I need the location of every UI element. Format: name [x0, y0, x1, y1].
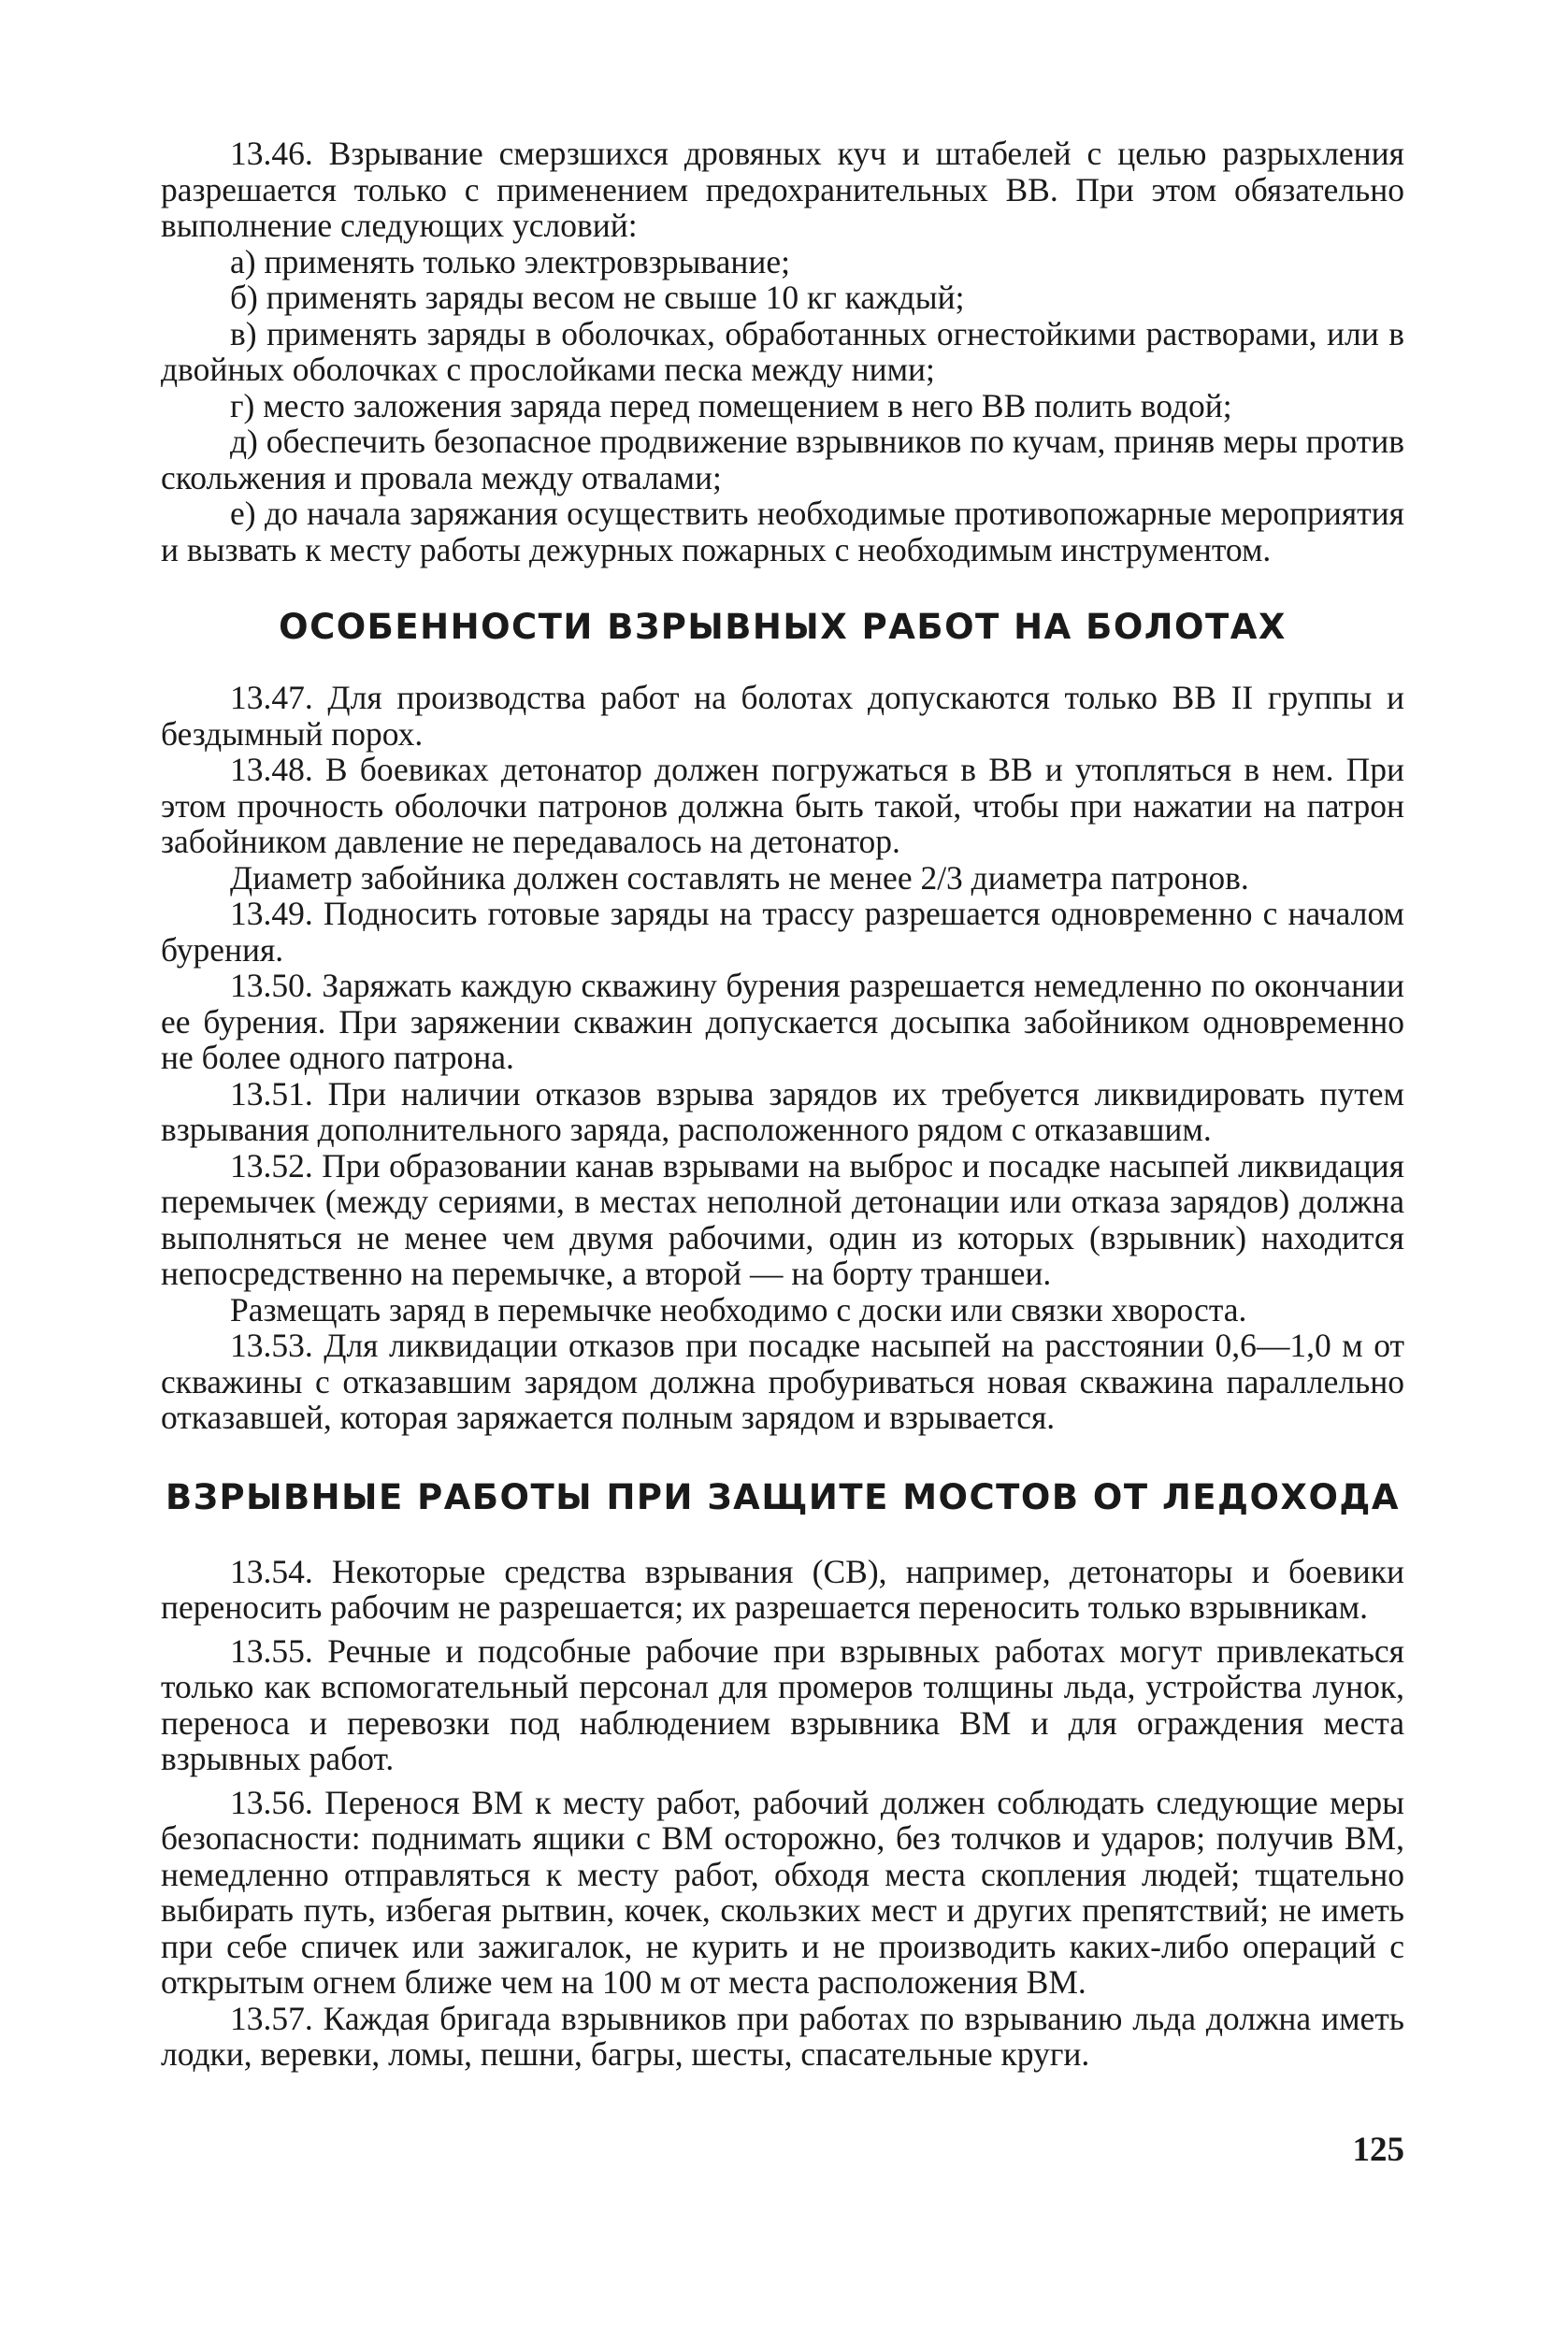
- paragraph-13-52: 13.52. При образовании канав взрывами на выброс и посадке насыпей ликвидация перемычек (между сериями, в местах неполной детонации или отказа зарядов) должна выполняться не менее чем двумя рабочими, один из которых (взрывник) находится непосредственно на перемычке, а второй — на борту траншеи.: [161, 1146, 1404, 1292]
- paragraph-13-55: 13.55. Речные и подсобные рабочие при взрывных работах могут привлекаться только как вспомогательный персонал для промеров толщины льда, устройства лунок, переноса и перевозки под наблюдением взрывника ВМ и для ограждения места взрывных работ.: [161, 1631, 1404, 1777]
- paragraph-13-56: 13.56. Перенося ВМ к месту работ, рабочий должен соблюдать следующие меры безопасности: поднимать ящики с ВМ осторожно, без толчков и ударов; получив ВМ, немедленно отправляться к месту работ, обходя места скопления людей; тщательно выбирать путь, избегая рытвин, кочек, скользких мест и других препятствий; не иметь при себе спичек или зажигалок, не курить и не производить каких-либо операций с открытым огнем ближе чем на 100 м от места расположения ВМ.: [161, 1783, 1404, 2001]
- paragraph-13-57: 13.57. Каждая бригада взрывников при работах по взрыванию льда должна иметь лодки, веревки, ломы, пешни, багры, шесты, спасательные круги.: [161, 1999, 1404, 2073]
- paragraph-13-51: 13.51. При наличии отказов взрыва зарядов их требуется ликвидировать путем взрывания дополнительного заряда, расположенного рядом с отказавшим.: [161, 1074, 1404, 1148]
- list-item-d: д) обеспечить безопасное продвижение взрывников по кучам, приняв меры против скольжения и провала между отвалами;: [161, 423, 1404, 496]
- paragraph-13-48-cont: Диаметр забойника должен составлять не менее 2/3 диаметра патронов.: [230, 858, 1249, 897]
- document-page: [161, 135, 1404, 2169]
- list-item-g: г) место заложения заряда перед помещением в него ВВ полить водой;: [230, 386, 1232, 424]
- page-number: 125: [1352, 2131, 1404, 2169]
- paragraph-13-49: 13.49. Подносить готовые заряды на трассу разрешается одновременно с началом бурения.: [161, 895, 1404, 969]
- paragraph-13-47: 13.47. Для производства работ на болотах допускаются только ВВ II группы и бездымный порох.: [161, 679, 1404, 753]
- paragraph-13-53: 13.53. Для ликвидации отказов при посадке насыпей на расстоянии 0,6—1,0 м от скважины с отказавшим зарядом должна пробуриваться новая скважина параллельно отказавшей, которая заряжается полным зарядом и взрывается.: [161, 1327, 1404, 1436]
- list-item-v: в) применять заряды в оболочках, обработанных огнестойкими растворами, или в двойных оболочках с прослойками песка между ними;: [161, 314, 1404, 388]
- paragraph-13-54: 13.54. Некоторые средства взрывания (СВ), например, детонаторы и боевики переносить рабочим не разрешается; их разрешается переносить только взрывникам.: [161, 1552, 1404, 1626]
- list-item-e: е) до начала заряжания осуществить необходимые противопожарные мероприятия и вызвать к месту работы дежурных пожарных с необходимым инструментом.: [161, 495, 1404, 568]
- section-heading-ice-drift: ВЗРЫВНЫЕ РАБОТЫ ПРИ ЗАЩИТЕ МОСТОВ ОТ ЛЕДОХОДА: [165, 1476, 1400, 1517]
- paragraph-13-50: 13.50. Заряжать каждую скважину бурения разрешается немедленно по окончании ее бурения. При заряжении скважин допускается досыпка забойником одновременно не более одного патрона.: [161, 967, 1404, 1076]
- list-item-a: а) применять только электровзрывание;: [230, 242, 790, 280]
- list-item-b: б) применять заряды весом не свыше 10 кг каждый;: [230, 279, 965, 316]
- paragraph-13-46: 13.46. Взрывание смерзшихся дровяных куч и штабелей с целью разрыхления разрешается только с применением предохранительных ВВ. При этом обязательно выполнение следующих условий:: [161, 135, 1404, 244]
- paragraph-13-48: 13.48. В боевиках детонатор должен погружаться в ВВ и утопляться в нем. При этом прочность оболочки патронов должна быть такой, чтобы при нажатии на патрон забойником давление не передавалось на детонатор.: [161, 751, 1404, 860]
- section-heading-swamps: ОСОБЕННОСТИ ВЗРЫВНЫХ РАБОТ НА БОЛОТАХ: [279, 607, 1287, 647]
- paragraph-13-52-cont: Размещать заряд в перемычке необходимо с доски или связки хвороста.: [230, 1290, 1247, 1328]
